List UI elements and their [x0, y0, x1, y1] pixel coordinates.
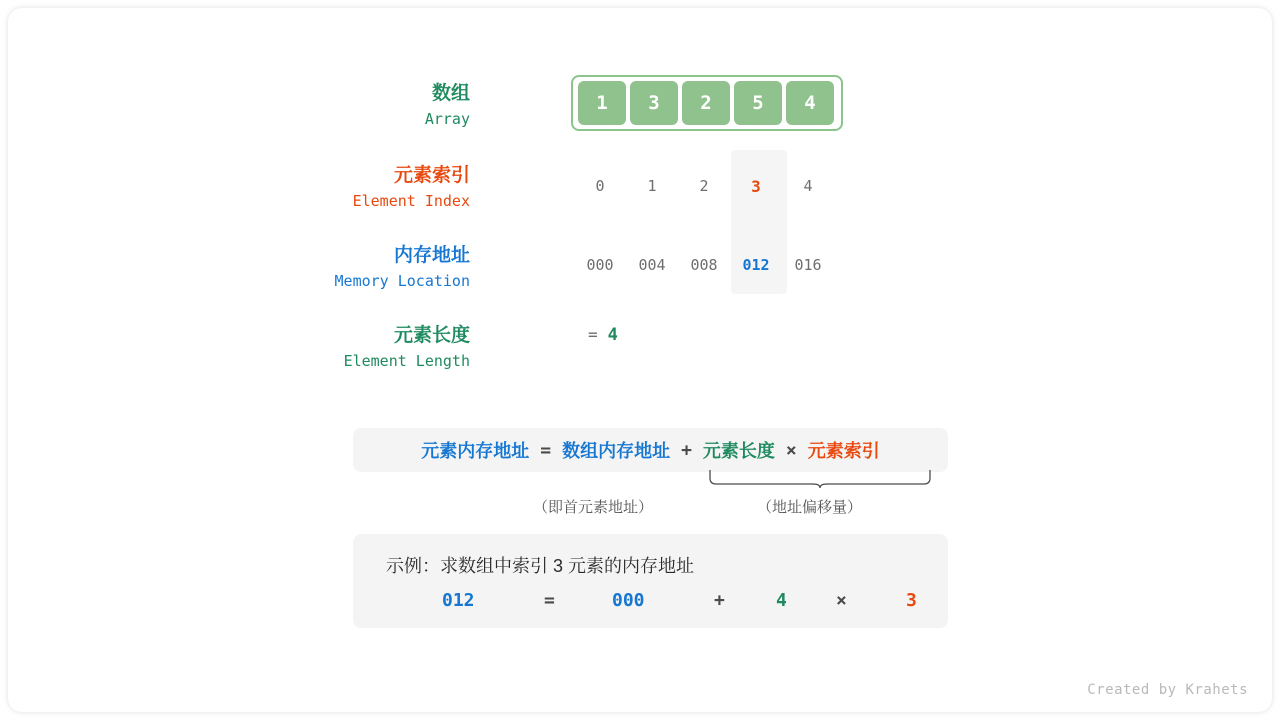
index-value: 2 — [699, 177, 709, 195]
row-label-array-en: Array — [424, 110, 470, 128]
formula-unit-term: 元素长度 — [702, 441, 775, 461]
array-cell: 4 — [786, 81, 834, 125]
formula-result-term: 元素内存地址 — [421, 441, 530, 461]
memory-address: 016 — [794, 256, 822, 274]
row-label-memory-cn: 内存地址 — [393, 245, 470, 266]
formula-panel — [353, 428, 948, 472]
row-label-array — [170, 78, 470, 128]
offset-brace-icon — [709, 470, 931, 488]
array-cell: 5 — [734, 81, 782, 125]
example-equation — [386, 590, 916, 616]
row-label-memory — [170, 240, 470, 290]
credit-text: Created by Krahets — [1087, 682, 1248, 698]
row-label-index-cn: 元素索引 — [393, 165, 470, 186]
row-label-length — [170, 320, 470, 370]
note-base-address: （即首元素地址） — [533, 499, 654, 516]
element-length-equals: = — [588, 325, 598, 344]
memory-address: 000 — [586, 256, 614, 274]
element-length-expression — [588, 325, 618, 345]
array-cell: 1 — [578, 81, 626, 125]
formula-equals: = — [540, 439, 552, 461]
example-unit: 4 — [776, 590, 787, 611]
memory-address-highlighted: 012 — [742, 256, 770, 274]
row-label-length-cn: 元素长度 — [393, 325, 470, 346]
example-result: 012 — [442, 590, 475, 611]
example-panel — [353, 534, 948, 628]
example-times: × — [836, 590, 847, 611]
example-title: 示例：求数组中索引 3 元素的内存地址 — [386, 556, 695, 576]
row-label-index-en: Element Index — [352, 192, 470, 210]
index-value-highlighted: 3 — [751, 176, 761, 196]
memory-address: 004 — [638, 256, 666, 274]
row-label-index — [170, 160, 470, 210]
array-cell: 2 — [682, 81, 730, 125]
element-length-value: 4 — [607, 325, 618, 345]
index-value: 1 — [647, 177, 657, 195]
formula-times: × — [785, 439, 797, 461]
note-address-offset: （地址偏移量） — [757, 499, 863, 516]
row-label-array-cn: 数组 — [431, 83, 470, 104]
formula-plus: + — [681, 439, 692, 461]
formula-index-term: 元素索引 — [807, 441, 880, 461]
array-container — [571, 75, 843, 131]
index-row — [571, 175, 849, 197]
memory-address: 008 — [690, 256, 718, 274]
index-value: 4 — [803, 177, 813, 195]
array-cell: 3 — [630, 81, 678, 125]
memory-row — [571, 254, 849, 276]
example-base: 000 — [612, 590, 645, 611]
formula-base-term: 数组内存地址 — [562, 441, 671, 461]
example-plus: + — [714, 590, 725, 611]
index-value: 0 — [595, 177, 605, 195]
row-label-length-en: Element Length — [343, 352, 470, 370]
example-equals: = — [544, 590, 555, 611]
row-label-memory-en: Memory Location — [334, 272, 470, 290]
example-index: 3 — [906, 590, 917, 611]
